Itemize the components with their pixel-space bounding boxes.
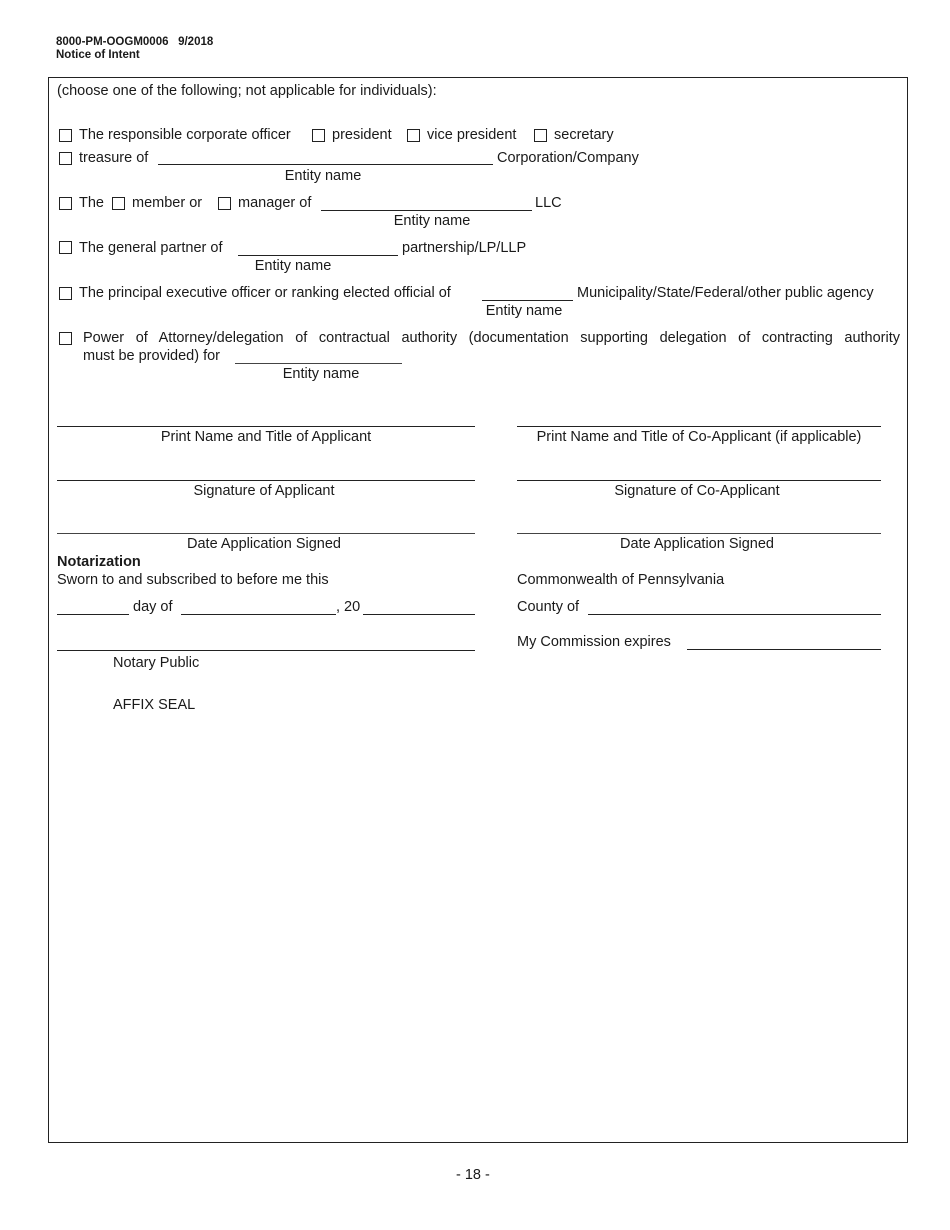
public-agency-suffix: Municipality/State/Federal/other public agency: [577, 285, 874, 301]
vice-president-checkbox[interactable]: [407, 129, 420, 142]
llc-suffix: LLC: [535, 195, 562, 211]
llc-the-label: The: [79, 195, 104, 211]
applicant-name-line[interactable]: [57, 426, 475, 427]
corporate-officer-label: The responsible corporate officer: [79, 127, 291, 143]
notary-public-caption: Notary Public: [113, 655, 200, 671]
power-of-attorney-entity-caption: Entity name: [282, 366, 360, 382]
commission-expires-field[interactable]: [687, 634, 881, 650]
llc-member-checkbox[interactable]: [112, 197, 125, 210]
notary-signature-line[interactable]: [57, 650, 475, 651]
partnership-suffix: partnership/LP/LLP: [402, 240, 527, 256]
applicant-name-caption: Print Name and Title of Applicant: [160, 429, 372, 445]
partnership-entity-field[interactable]: [238, 240, 398, 256]
corporation-entity-caption: Entity name: [284, 168, 362, 184]
commonwealth-text: Commonwealth of Pennsylvania: [517, 572, 725, 588]
llc-entity-field[interactable]: [321, 195, 532, 211]
secretary-checkbox[interactable]: [534, 129, 547, 142]
public-agency-checkbox[interactable]: [59, 287, 72, 300]
coapplicant-signature-line[interactable]: [517, 480, 881, 481]
llc-manager-checkbox[interactable]: [218, 197, 231, 210]
coapplicant-date-caption: Date Application Signed: [620, 536, 774, 552]
county-field[interactable]: [588, 599, 881, 615]
applicant-date-caption: Date Application Signed: [187, 536, 341, 552]
president-checkbox[interactable]: [312, 129, 325, 142]
coapplicant-signature-caption: Signature of Co-Applicant: [614, 483, 780, 499]
public-agency-entity-caption: Entity name: [485, 303, 563, 319]
treasurer-checkbox[interactable]: [59, 152, 72, 165]
county-of-label: County of: [517, 599, 580, 615]
month-field[interactable]: [181, 599, 336, 615]
year-prefix-label: , 20: [336, 599, 361, 615]
treasurer-label: treasure of: [79, 150, 149, 166]
secretary-label: secretary: [554, 127, 614, 143]
public-agency-label: The principal executive officer or ranking elected official of: [79, 285, 451, 301]
partnership-entity-caption: Entity name: [254, 258, 332, 274]
page-number: - 18 -: [456, 1167, 490, 1183]
llc-member-label: member or: [132, 195, 203, 211]
vice-president-label: vice president: [427, 127, 517, 143]
llc-entity-caption: Entity name: [393, 213, 471, 229]
power-of-attorney-text: Power of Attorney/delegation of contractual authority (documentation supporting delegation of contracting authority: [83, 330, 900, 346]
corporate-officer-checkbox[interactable]: [59, 129, 72, 142]
day-field[interactable]: [57, 599, 129, 615]
coapplicant-date-line[interactable]: [517, 533, 881, 534]
coapplicant-name-caption: Print Name and Title of Co-Applicant (if applicable): [536, 429, 862, 445]
llc-manager-label: manager of: [238, 195, 312, 211]
power-of-attorney-text-2: must be provided) for: [83, 348, 221, 364]
instruction-text: (choose one of the following; not applicable for individuals):: [57, 83, 437, 99]
affix-seal-text: AFFIX SEAL: [113, 697, 196, 713]
form-title: Notice of Intent: [56, 49, 140, 61]
power-of-attorney-checkbox[interactable]: [59, 332, 72, 345]
applicant-date-line[interactable]: [57, 533, 475, 534]
applicant-signature-line[interactable]: [57, 480, 475, 481]
day-of-label: day of: [133, 599, 173, 615]
notarization-heading: Notarization: [57, 554, 141, 570]
llc-checkbox[interactable]: [59, 197, 72, 210]
corporation-suffix: Corporation/Company: [497, 150, 639, 166]
applicant-signature-caption: Signature of Applicant: [193, 483, 335, 499]
partnership-label: The general partner of: [79, 240, 223, 256]
coapplicant-name-line[interactable]: [517, 426, 881, 427]
partnership-checkbox[interactable]: [59, 241, 72, 254]
sworn-text: Sworn to and subscribed to before me this: [57, 572, 329, 588]
year-field[interactable]: [363, 599, 475, 615]
power-of-attorney-entity-line[interactable]: [235, 363, 402, 364]
form-number: 8000-PM-OOGM0006 9/2018: [56, 36, 214, 48]
commission-expires-label: My Commission expires: [517, 634, 671, 650]
public-agency-entity-field[interactable]: [482, 285, 573, 301]
president-label: president: [332, 127, 392, 143]
corporation-entity-field[interactable]: [158, 149, 493, 165]
